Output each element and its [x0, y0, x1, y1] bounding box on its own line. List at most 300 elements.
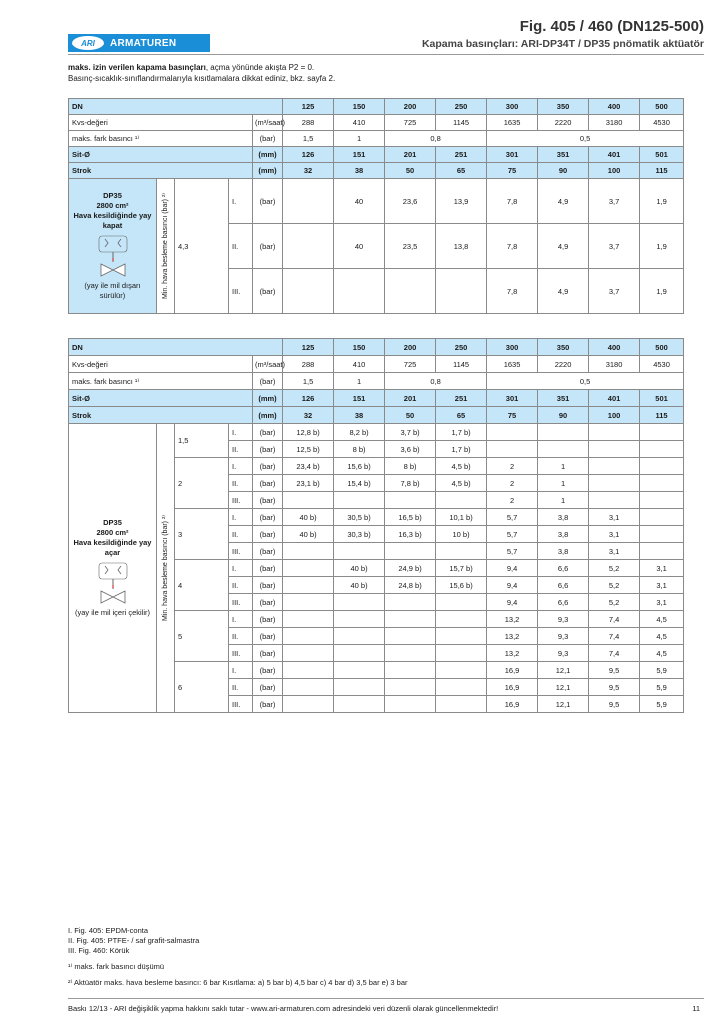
seat-cell: 301: [487, 147, 538, 163]
stroke-cell: 115: [640, 163, 684, 179]
stroke-cell: 75: [487, 407, 538, 424]
design-type: III.: [229, 543, 253, 560]
kvs-label: Kvs-değeri: [69, 356, 253, 373]
min-pressure-label: Min. hava besleme basıncı (bar) ²⁾: [161, 193, 169, 299]
value-cell: 9,4: [487, 594, 538, 611]
seat-cell: 501: [640, 390, 684, 407]
design-type: I.: [229, 179, 253, 224]
design-type: I.: [229, 458, 253, 475]
dn-cell: 300: [487, 339, 538, 356]
value-cell: 9,5: [589, 662, 640, 679]
unit-cell: (mm): [253, 147, 283, 163]
value-cell: 4,9: [538, 269, 589, 314]
value-cell: 10 b): [436, 526, 487, 543]
value-cell: 9,5: [589, 696, 640, 713]
stroke-cell: 32: [283, 407, 334, 424]
design-type: I.: [229, 509, 253, 526]
value-cell: 40 b): [283, 526, 334, 543]
value-cell: 1,7 b): [436, 441, 487, 458]
value-cell: 1,9: [640, 179, 684, 224]
dp-cell: 1,5: [283, 373, 334, 390]
note-1: I. Fig. 405: EPDM-conta: [68, 926, 149, 935]
seat-cell: 151: [334, 390, 385, 407]
kvs-cell: 1145: [436, 115, 487, 131]
value-cell: 3,8: [538, 526, 589, 543]
unit-cell: (bar): [253, 458, 283, 475]
kvs-cell: 3180: [589, 356, 640, 373]
logo-text: ARMATUREN: [110, 37, 177, 49]
value-cell: 16,9: [487, 679, 538, 696]
value-cell: [385, 611, 436, 628]
value-cell: [436, 611, 487, 628]
dp-cell: 1,5: [283, 131, 334, 147]
value-cell: [640, 509, 684, 526]
dn-cell: 250: [436, 99, 487, 115]
value-cell: 1,9: [640, 269, 684, 314]
value-cell: [436, 543, 487, 560]
value-cell: [283, 696, 334, 713]
value-cell: 9,3: [538, 628, 589, 645]
unit-cell: (bar): [253, 179, 283, 224]
actuator-area: 2800 cm²: [96, 528, 129, 537]
seat-cell: 351: [538, 147, 589, 163]
intro-text: [68, 62, 335, 84]
value-cell: [283, 611, 334, 628]
pressure-value: 6: [175, 662, 229, 713]
dn-cell: 500: [640, 339, 684, 356]
kvs-cell: 1635: [487, 115, 538, 131]
value-cell: 16,9: [487, 662, 538, 679]
value-cell: 7,8: [487, 224, 538, 269]
design-type: III.: [229, 645, 253, 662]
value-cell: [283, 224, 334, 269]
value-cell: [436, 662, 487, 679]
value-cell: [385, 645, 436, 662]
actuator-box: [71, 518, 154, 618]
footnote-2: ²⁾ Aktüatör maks. hava besleme basıncı: 6 bar Kısıtlama: a) 5 bar b) 4,5 bar c) 4 bar d) 3,5 bar e) 3 bar: [68, 978, 408, 987]
kvs-cell: 288: [283, 115, 334, 131]
seat-cell: 301: [487, 390, 538, 407]
design-type: III.: [229, 269, 253, 314]
value-cell: [640, 475, 684, 492]
value-cell: 15,6 b): [334, 458, 385, 475]
value-cell: 12,1: [538, 679, 589, 696]
seat-label: Sit-Ø: [69, 147, 253, 163]
value-cell: 3,6 b): [385, 441, 436, 458]
value-cell: 40: [334, 179, 385, 224]
stroke-cell: 115: [640, 407, 684, 424]
value-cell: [334, 492, 385, 509]
value-cell: [436, 628, 487, 645]
footer-divider: [68, 998, 704, 999]
value-cell: 40 b): [334, 560, 385, 577]
value-cell: 12,8 b): [283, 424, 334, 441]
value-cell: [283, 679, 334, 696]
seat-row: [69, 147, 684, 163]
closing-pressure-table-spring-close: [68, 98, 684, 314]
value-cell: 7,4: [589, 645, 640, 662]
value-cell: 13,2: [487, 645, 538, 662]
value-cell: 3,8: [538, 543, 589, 560]
design-type: II.: [229, 628, 253, 645]
stroke-cell: 50: [385, 407, 436, 424]
dn-cell: 400: [589, 339, 640, 356]
pressure-value: 2: [175, 458, 229, 509]
seat-cell: 501: [640, 147, 684, 163]
diff-pressure-row: [69, 373, 684, 390]
seat-cell: 126: [283, 390, 334, 407]
value-cell: 2: [487, 458, 538, 475]
kvs-cell: 1635: [487, 356, 538, 373]
value-cell: [385, 492, 436, 509]
value-cell: [283, 492, 334, 509]
actuator-area: 2800 cm²: [96, 201, 129, 210]
unit-cell: (mm): [253, 407, 283, 424]
actuator-note: (yay ile mil içeri çekilir): [74, 608, 150, 617]
value-cell: 40 b): [283, 509, 334, 526]
min-pressure-axis-label: [157, 424, 175, 713]
dp-cell: 0,8: [385, 373, 487, 390]
kvs-row: [69, 356, 684, 373]
value-cell: [334, 645, 385, 662]
stroke-row: [69, 163, 684, 179]
design-type: II.: [229, 526, 253, 543]
dn-cell: 250: [436, 339, 487, 356]
value-cell: [385, 628, 436, 645]
stroke-label: Strok: [69, 163, 253, 179]
value-cell: 3,7: [589, 179, 640, 224]
value-cell: 23,4 b): [283, 458, 334, 475]
value-cell: [589, 424, 640, 441]
dp-cell: 0,8: [385, 131, 487, 147]
unit-cell: (mm): [253, 390, 283, 407]
actuator-valve-icon: [93, 561, 133, 605]
closing-pressure-table-spring-open: [68, 338, 684, 713]
page-subtitle: Kapama basınçları: ARI-DP34T / DP35 pnömatik aktüatör: [421, 38, 704, 50]
value-cell: [436, 269, 487, 314]
dn-cell: 150: [334, 99, 385, 115]
unit-cell: (m³/saat): [253, 115, 283, 131]
value-cell: 3,7: [589, 224, 640, 269]
value-cell: [538, 441, 589, 458]
value-cell: [385, 594, 436, 611]
value-cell: 9,3: [538, 611, 589, 628]
seat-cell: 401: [589, 147, 640, 163]
actuator-name: DP35: [103, 518, 122, 527]
footer-text: Baskı 12/13 - ARI değişiklik yapma hakkını saklı tutar - www.ari-armaturen.com adresindeki veri düzenli olarak güncellenmektedir!: [68, 1004, 499, 1013]
value-cell: 7,4: [589, 611, 640, 628]
kvs-cell: 725: [385, 356, 436, 373]
value-cell: [385, 269, 436, 314]
value-cell: 3,1: [589, 543, 640, 560]
value-cell: [436, 645, 487, 662]
kvs-cell: 288: [283, 356, 334, 373]
value-cell: [283, 560, 334, 577]
kvs-cell: 410: [334, 115, 385, 131]
value-cell: 9,4: [487, 577, 538, 594]
value-cell: 3,1: [640, 594, 684, 611]
dn-cell: 125: [283, 99, 334, 115]
unit-cell: (bar): [253, 441, 283, 458]
kvs-cell: 4530: [640, 115, 684, 131]
note-2: II. Fig. 405: PTFE- / saf grafit-salmastra: [68, 936, 200, 945]
value-cell: 8 b): [334, 441, 385, 458]
seat-cell: 201: [385, 390, 436, 407]
value-cell: [334, 696, 385, 713]
value-cell: 13,9: [436, 179, 487, 224]
value-cell: 3,1: [589, 526, 640, 543]
value-cell: 3,1: [640, 560, 684, 577]
table-row: [69, 179, 684, 224]
ari-logo: [68, 34, 210, 52]
unit-cell: (mm): [253, 163, 283, 179]
min-pressure-axis-label: [157, 179, 175, 314]
value-cell: 5,7: [487, 509, 538, 526]
value-cell: 1: [538, 458, 589, 475]
value-cell: 6,6: [538, 594, 589, 611]
value-cell: [640, 458, 684, 475]
kvs-row: [69, 115, 684, 131]
dp-cell: 0,5: [487, 373, 684, 390]
value-cell: 15,4 b): [334, 475, 385, 492]
value-cell: [283, 179, 334, 224]
design-type: III.: [229, 594, 253, 611]
actuator-description: [69, 424, 157, 713]
pressure-value: 4,3: [175, 179, 229, 314]
value-cell: 5,2: [589, 594, 640, 611]
value-cell: [589, 441, 640, 458]
design-type: III.: [229, 696, 253, 713]
pressure-value: 5: [175, 611, 229, 662]
design-type: I.: [229, 662, 253, 679]
seat-row: [69, 390, 684, 407]
dn-cell: 500: [640, 99, 684, 115]
value-cell: 23,1 b): [283, 475, 334, 492]
actuator-valve-icon: [93, 234, 133, 278]
value-cell: [436, 594, 487, 611]
value-cell: 4,5: [640, 628, 684, 645]
note-3: III. Fig. 460: Körük: [68, 946, 130, 955]
value-cell: [283, 543, 334, 560]
value-cell: [334, 611, 385, 628]
dn-row: [69, 339, 684, 356]
stroke-cell: 90: [538, 407, 589, 424]
value-cell: [640, 526, 684, 543]
seat-cell: 401: [589, 390, 640, 407]
actuator-desc: Hava kesildiğinde yay açar: [73, 538, 152, 557]
unit-cell: (bar): [253, 679, 283, 696]
value-cell: 30,3 b): [334, 526, 385, 543]
value-cell: 13,2: [487, 628, 538, 645]
design-type: II.: [229, 475, 253, 492]
value-cell: 15,7 b): [436, 560, 487, 577]
value-cell: [334, 662, 385, 679]
design-type: I.: [229, 424, 253, 441]
stroke-cell: 38: [334, 407, 385, 424]
dn-cell: 350: [538, 339, 589, 356]
dp-cell: 1: [334, 131, 385, 147]
value-cell: 9,4: [487, 560, 538, 577]
value-cell: [385, 679, 436, 696]
stroke-cell: 65: [436, 407, 487, 424]
actuator-box: [71, 191, 154, 301]
page-number: 11: [692, 1004, 700, 1013]
pressure-value: 3: [175, 509, 229, 560]
value-cell: [487, 441, 538, 458]
unit-cell: (m³/saat): [253, 356, 283, 373]
seat-cell: 351: [538, 390, 589, 407]
value-cell: [436, 492, 487, 509]
dn-cell: 400: [589, 99, 640, 115]
dn-label: DN: [69, 339, 283, 356]
value-cell: 5,9: [640, 696, 684, 713]
design-type: II.: [229, 679, 253, 696]
stroke-cell: 90: [538, 163, 589, 179]
value-cell: 7,4: [589, 628, 640, 645]
value-cell: 12,5 b): [283, 441, 334, 458]
stroke-cell: 75: [487, 163, 538, 179]
kvs-cell: 2220: [538, 115, 589, 131]
pressure-value: 1,5: [175, 424, 229, 458]
value-cell: 4,5: [640, 645, 684, 662]
unit-cell: (bar): [253, 662, 283, 679]
value-cell: [538, 424, 589, 441]
value-cell: [640, 441, 684, 458]
value-cell: 1,7 b): [436, 424, 487, 441]
table-row: [69, 424, 684, 441]
unit-cell: (bar): [253, 269, 283, 314]
value-cell: 2: [487, 475, 538, 492]
dp-cell: 1: [334, 373, 385, 390]
value-cell: 23,6: [385, 179, 436, 224]
value-cell: [385, 662, 436, 679]
unit-cell: (bar): [253, 475, 283, 492]
value-cell: 16,5 b): [385, 509, 436, 526]
value-cell: [385, 543, 436, 560]
value-cell: 40 b): [334, 577, 385, 594]
value-cell: [283, 269, 334, 314]
value-cell: 8 b): [385, 458, 436, 475]
value-cell: 1: [538, 475, 589, 492]
kvs-label: Kvs-değeri: [69, 115, 253, 131]
stroke-cell: 65: [436, 163, 487, 179]
stroke-cell: 100: [589, 407, 640, 424]
unit-cell: (bar): [253, 577, 283, 594]
stroke-cell: 100: [589, 163, 640, 179]
notes: [68, 926, 408, 988]
value-cell: [334, 679, 385, 696]
value-cell: [283, 594, 334, 611]
value-cell: 13,8: [436, 224, 487, 269]
value-cell: [640, 492, 684, 509]
value-cell: 3,7: [589, 269, 640, 314]
seat-cell: 126: [283, 147, 334, 163]
value-cell: [640, 424, 684, 441]
unit-cell: (bar): [253, 373, 283, 390]
value-cell: [436, 679, 487, 696]
value-cell: [589, 475, 640, 492]
design-type: II.: [229, 224, 253, 269]
value-cell: [283, 645, 334, 662]
dp-cell: 0,5: [487, 131, 684, 147]
value-cell: [334, 594, 385, 611]
value-cell: 9,3: [538, 645, 589, 662]
footnote-1: ¹⁾ maks. fark basıncı düşümü: [68, 962, 165, 971]
dn-cell: 200: [385, 339, 436, 356]
value-cell: 12,1: [538, 696, 589, 713]
actuator-description: [69, 179, 157, 314]
value-cell: 6,6: [538, 560, 589, 577]
value-cell: 4,5 b): [436, 475, 487, 492]
value-cell: 8,2 b): [334, 424, 385, 441]
unit-cell: (bar): [253, 696, 283, 713]
seat-cell: 201: [385, 147, 436, 163]
logo-mark: ARI: [72, 36, 104, 50]
unit-cell: (bar): [253, 628, 283, 645]
value-cell: 5,7: [487, 526, 538, 543]
value-cell: 4,9: [538, 224, 589, 269]
value-cell: 5,2: [589, 560, 640, 577]
unit-cell: (bar): [253, 131, 283, 147]
kvs-cell: 4530: [640, 356, 684, 373]
value-cell: 7,8: [487, 179, 538, 224]
dn-cell: 125: [283, 339, 334, 356]
value-cell: 13,2: [487, 611, 538, 628]
value-cell: [385, 696, 436, 713]
unit-cell: (bar): [253, 611, 283, 628]
kvs-cell: 1145: [436, 356, 487, 373]
value-cell: 3,1: [589, 509, 640, 526]
value-cell: 2: [487, 492, 538, 509]
value-cell: [283, 577, 334, 594]
value-cell: [640, 543, 684, 560]
dn-cell: 350: [538, 99, 589, 115]
value-cell: 5,2: [589, 577, 640, 594]
dn-cell: 300: [487, 99, 538, 115]
pressure-value: 4: [175, 560, 229, 611]
actuator-desc: Hava kesildiğinde yay kapat: [73, 211, 152, 230]
unit-cell: (bar): [253, 526, 283, 543]
value-cell: 4,9: [538, 179, 589, 224]
intro-rest: , açma yönünde akışta P2 = 0.: [205, 63, 315, 72]
value-cell: 1: [538, 492, 589, 509]
value-cell: 1,9: [640, 224, 684, 269]
page-title: Fig. 405 / 460 (DN125-500): [519, 18, 704, 35]
value-cell: 7,8: [487, 269, 538, 314]
unit-cell: (bar): [253, 594, 283, 611]
seat-cell: 251: [436, 147, 487, 163]
design-type: I.: [229, 560, 253, 577]
value-cell: [487, 424, 538, 441]
seat-cell: 251: [436, 390, 487, 407]
value-cell: [589, 458, 640, 475]
value-cell: 16,3 b): [385, 526, 436, 543]
value-cell: [334, 628, 385, 645]
value-cell: 7,8 b): [385, 475, 436, 492]
stroke-cell: 38: [334, 163, 385, 179]
unit-cell: (bar): [253, 492, 283, 509]
value-cell: 15,6 b): [436, 577, 487, 594]
header-divider: [68, 54, 704, 55]
stroke-label: Strok: [69, 407, 253, 424]
value-cell: [283, 628, 334, 645]
value-cell: 5,9: [640, 679, 684, 696]
stroke-cell: 32: [283, 163, 334, 179]
value-cell: 3,1: [640, 577, 684, 594]
intro-line2: Basınç-sıcaklık-sınıflandırmalarıyla kısıtlamalara dikkat ediniz, bkz. sayfa 2.: [68, 74, 336, 83]
dp-label: maks. fark basıncı ¹⁾: [69, 373, 253, 390]
unit-cell: (bar): [253, 543, 283, 560]
